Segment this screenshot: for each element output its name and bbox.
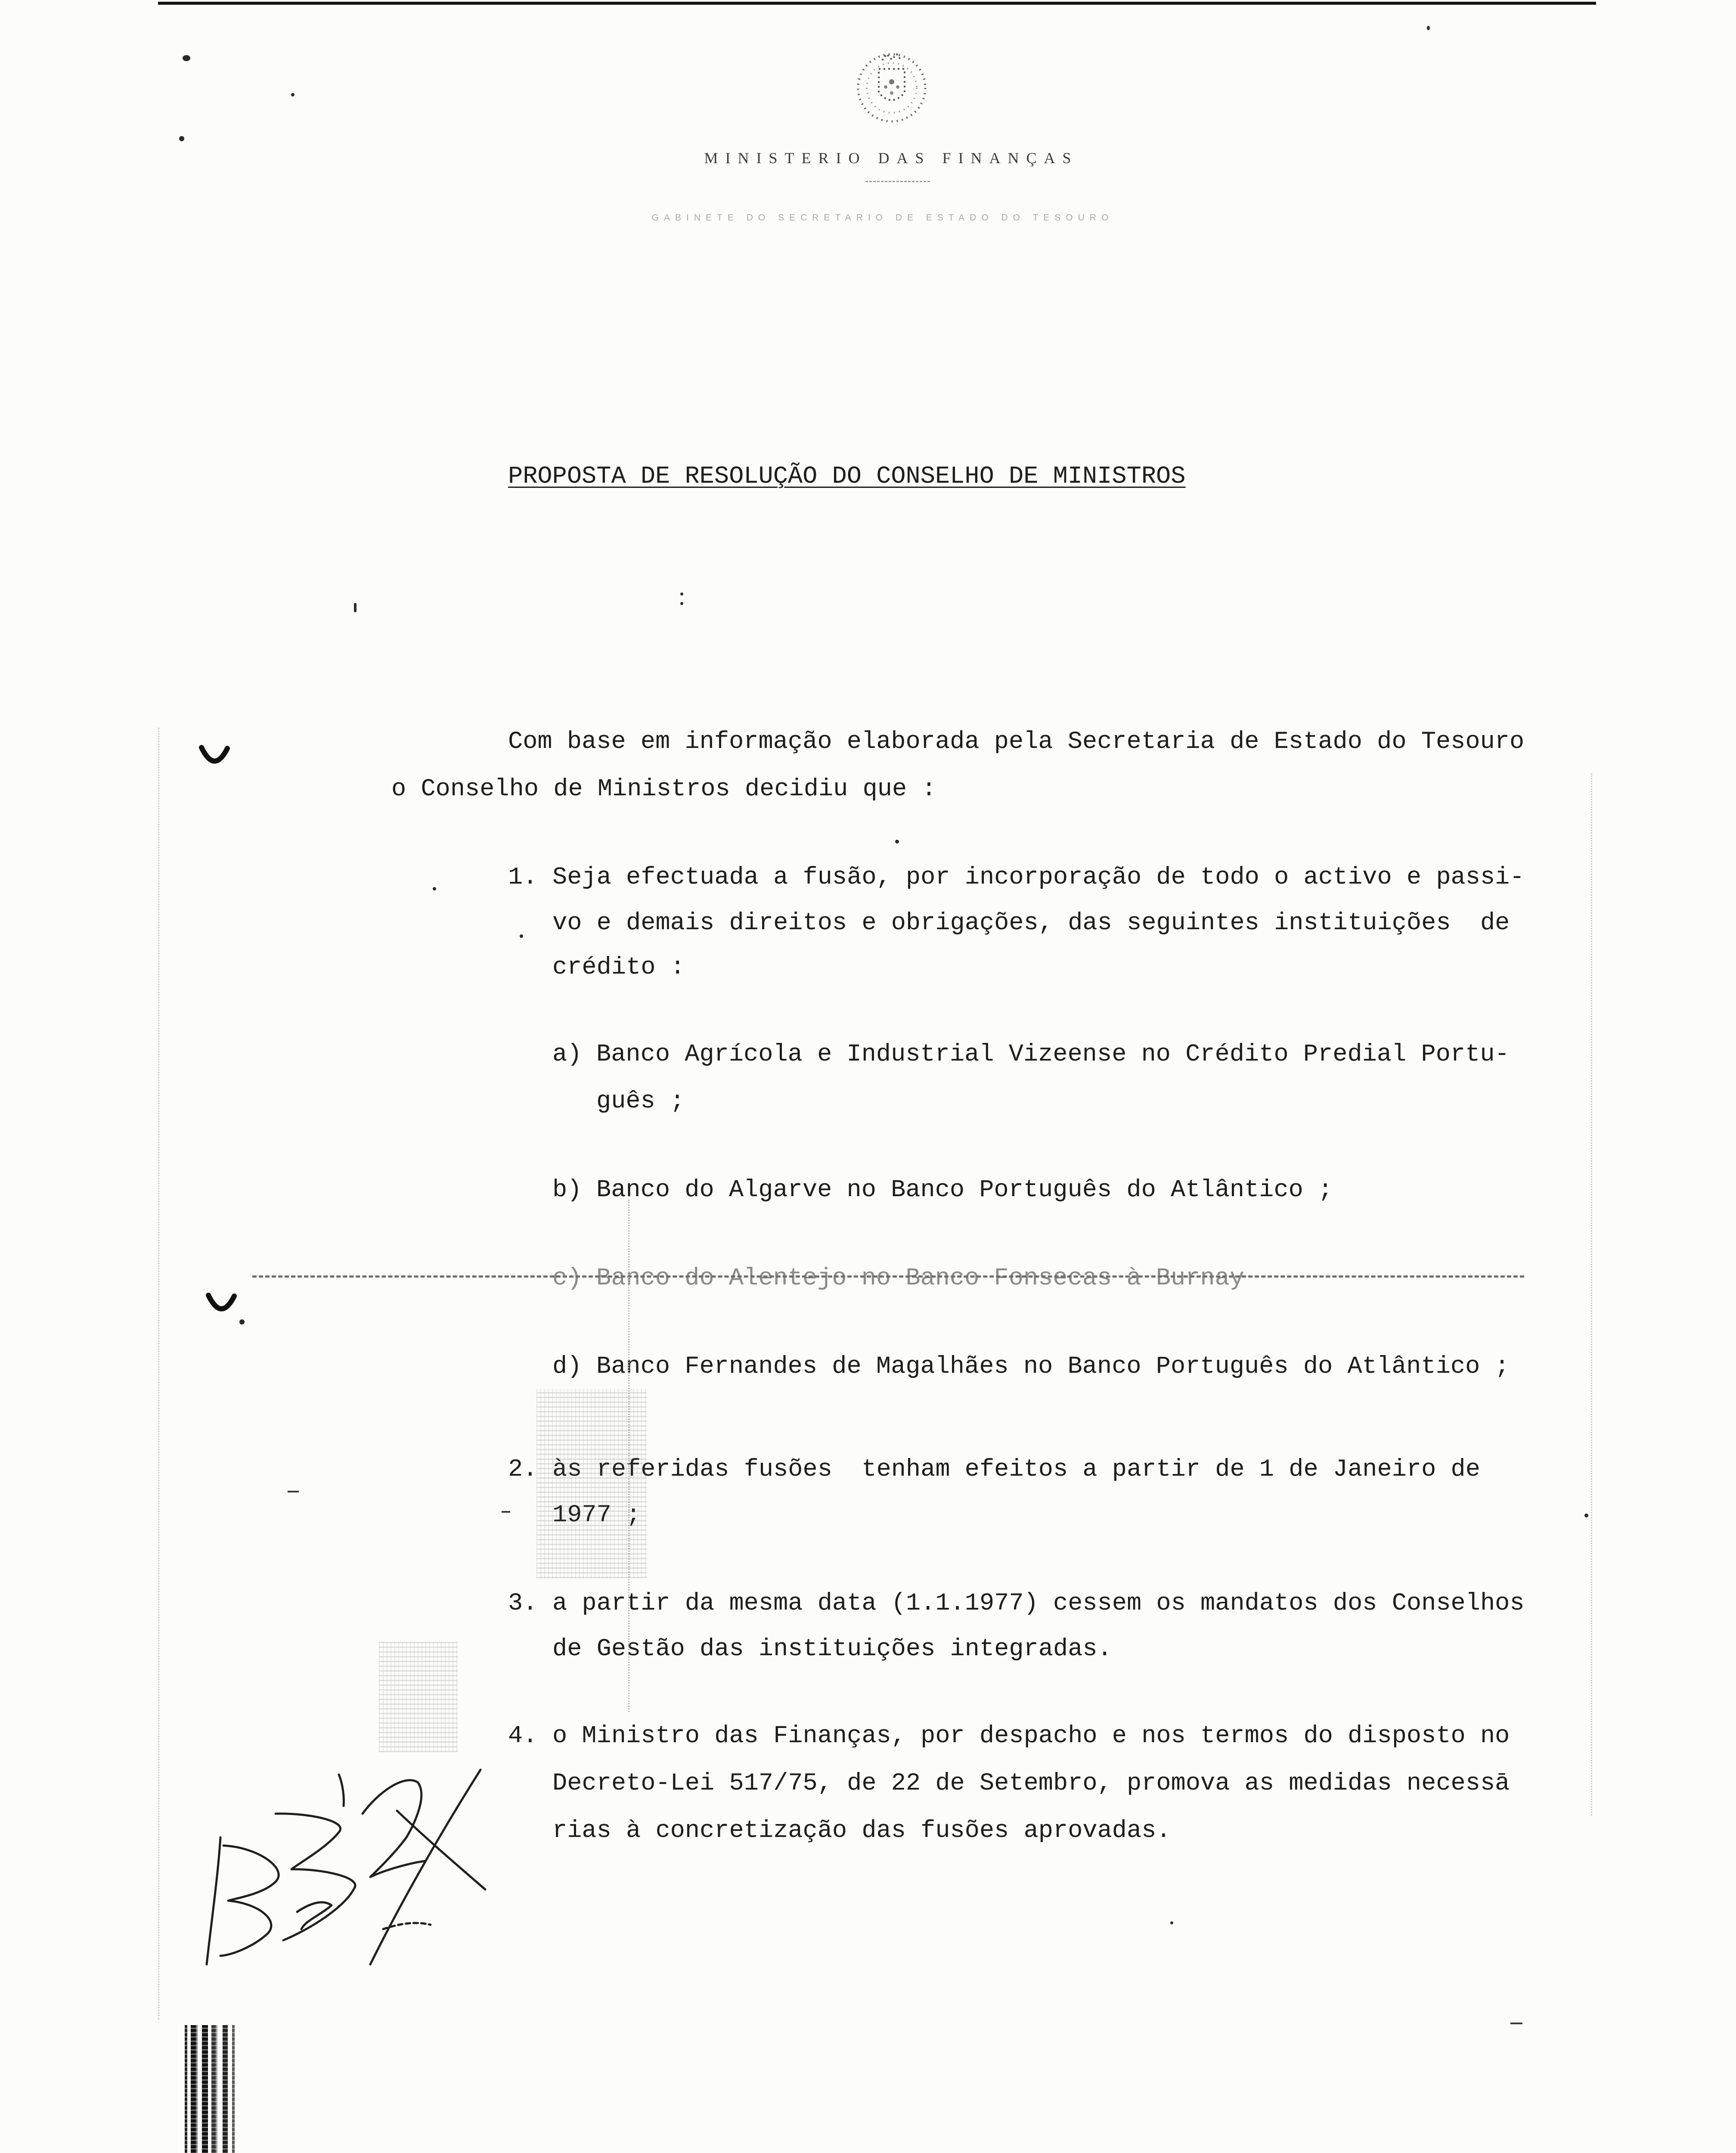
scan-speck	[179, 136, 184, 141]
item-number: 1.	[508, 864, 538, 891]
scan-speck	[354, 603, 356, 612]
subitem-line: Banco Fernandes de Magalhães no Banco Português do Atlântico ;	[596, 1353, 1510, 1381]
scan-edge-bars	[181, 2025, 240, 2153]
subitem-letter: a)	[552, 1041, 582, 1068]
item-line: Seja efectuada a fusão, por incorporação de todo o activo e passi-	[552, 864, 1525, 891]
subitem-line-struck: Banco do Alentejo no Banco Fonsecas à Burnay	[596, 1265, 1245, 1292]
letterhead-divider	[865, 181, 930, 182]
scan-dash	[288, 1491, 299, 1492]
subitem-line: guês ;	[596, 1088, 685, 1115]
ministry-name: MINISTERIO DAS FINANÇAS	[704, 149, 1079, 167]
subitem-letter: c)	[552, 1265, 582, 1292]
scan-speck	[680, 602, 683, 605]
scan-speck	[680, 593, 683, 596]
item-number: 4.	[508, 1722, 538, 1750]
item-line: às referidas fusões tenham efeitos a partir de 1 de Janeiro de	[552, 1456, 1480, 1483]
item-line: Decreto-Lei 517/75, de 22 de Setembro, promova as medidas necessā	[552, 1770, 1510, 1797]
item-line: o Ministro das Finanças, por despacho e nos termos do disposto no	[552, 1722, 1510, 1750]
item-line: vo e demais direitos e obrigações, das seguintes instituições de	[552, 909, 1510, 937]
subitem-letter: b)	[552, 1176, 582, 1204]
handwritten-signature-icon	[181, 1740, 508, 1989]
coat-of-arms-icon	[849, 43, 935, 129]
item-line: crédito :	[552, 954, 685, 981]
scan-speck	[895, 840, 899, 844]
scan-margin-line	[1591, 773, 1592, 1815]
item-number: 3.	[508, 1590, 538, 1617]
scan-smudge	[536, 1389, 647, 1578]
item-line: de Gestão das instituições integradas.	[552, 1635, 1112, 1663]
item-line: rias à concretização das fusões aprovadas.	[552, 1817, 1171, 1845]
scan-speck	[433, 887, 436, 890]
scan-dash	[1510, 2023, 1522, 2024]
item-line: 1977 ;	[552, 1502, 641, 1529]
binding-mark-icon	[198, 744, 231, 768]
scan-speck	[183, 55, 190, 61]
office-name: GABINETE DO SECRETARIO DE ESTADO DO TESOURO	[651, 213, 1114, 223]
scan-speck	[239, 1319, 245, 1325]
scan-speck	[291, 93, 294, 96]
scan-speck	[1170, 1921, 1173, 1924]
scan-dash	[502, 1511, 510, 1513]
subitem-line: Banco Agrícola e Industrial Vizeense no Crédito Predial Portu-	[596, 1041, 1510, 1068]
scan-top-edge	[158, 2, 1596, 5]
scan-smudge	[379, 1641, 458, 1752]
subitem-line: Banco do Algarve no Banco Português do Atlântico ;	[596, 1176, 1333, 1204]
binding-mark-icon	[205, 1292, 238, 1316]
subitem-letter: d)	[552, 1353, 582, 1381]
scan-speck	[520, 934, 523, 938]
item-line: a partir da mesma data (1.1.1977) cessem os mandatos dos Conselhos	[552, 1590, 1525, 1617]
scan-margin-line	[158, 728, 159, 2020]
intro-line: o Conselho de Ministros decidiu que :	[391, 776, 936, 803]
item-number: 2.	[508, 1456, 538, 1483]
scan-speck	[1584, 1514, 1588, 1517]
strikethrough-line	[252, 1275, 1524, 1278]
intro-line: Com base em informação elaborada pela Secretaria de Estado do Tesouro	[508, 728, 1525, 756]
document-title: PROPOSTA DE RESOLUÇÃO DO CONSELHO DE MINISTROS	[508, 463, 1186, 490]
scan-speck	[1427, 26, 1430, 30]
